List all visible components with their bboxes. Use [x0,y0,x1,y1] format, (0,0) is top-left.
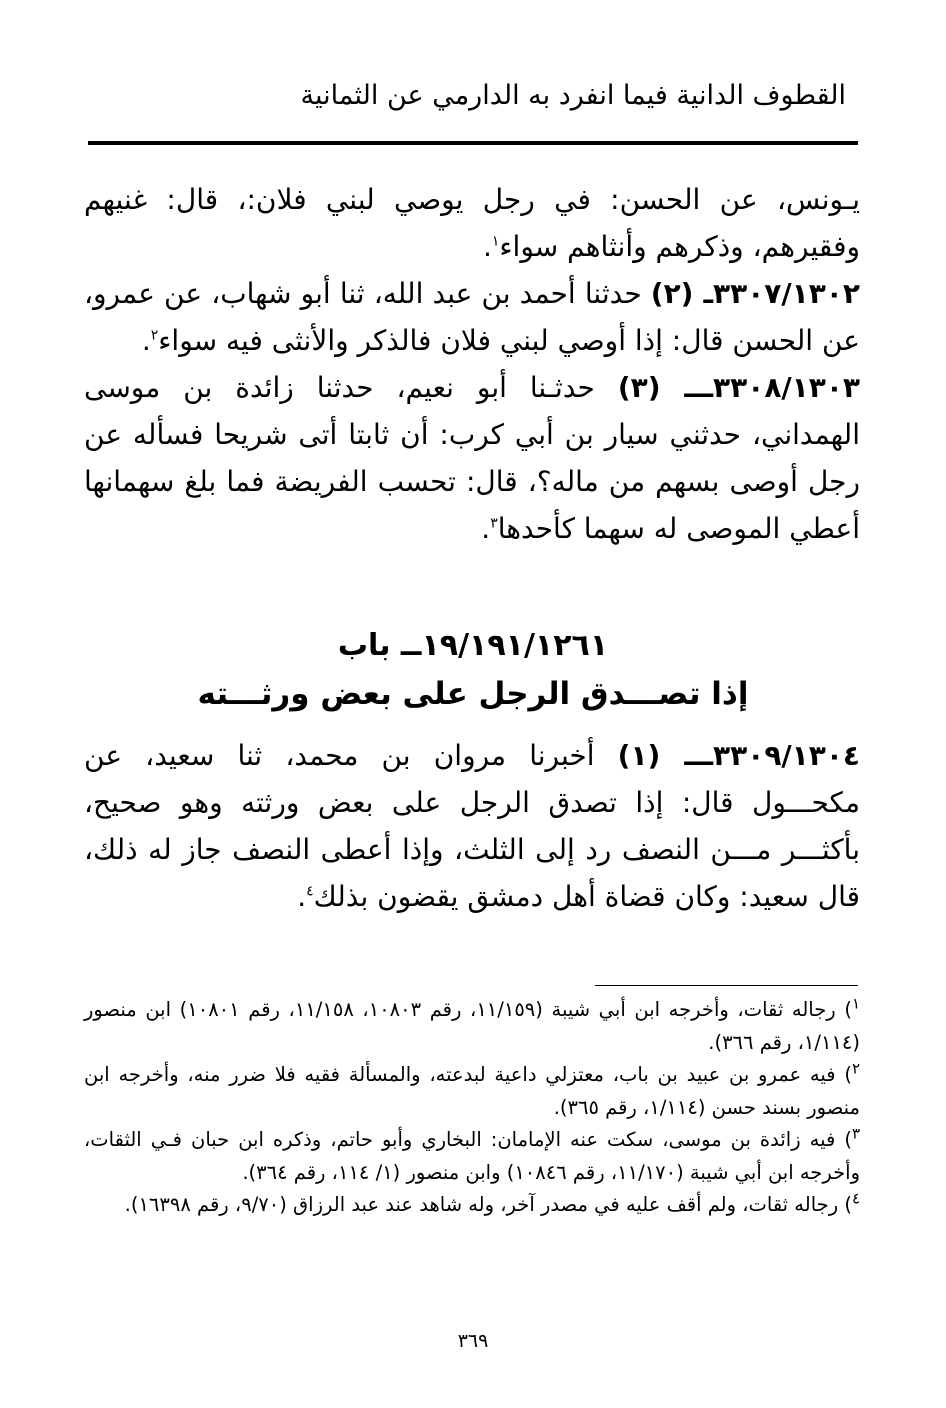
page-number: ٣٦٩ [457,1330,489,1352]
footnote-text: ) فيه زائدة بن موسى، سكت عنه الإمامان: البخاري وأبو حاتم، وذكره ابن حبان فـي الثقات، وأخرجه ابن أبي شيبة (١١/١٧٠، رقم ١٠٨٤٦) وابن منصور (١/ ١١٤، رقم ٣٦٤). [84,1128,860,1184]
footnote-4 [84,1189,860,1222]
footnotes [84,994,860,1222]
footnote-separator [595,985,858,986]
footnote-ref[interactable]: ١ [491,233,500,250]
hadith-end: . [481,512,491,545]
hadith-3307 [84,270,860,364]
hadith-3309 [84,732,860,920]
hadith-text: حدثـنا أبو نعيم، حدثنا زائدة بن موسى الهمداني، حدثني سيار بن أبي كرب: أن ثابتا أتى شريحا فسأله عن رجل أوصى بسهم من ماله؟، قال: تحسب الفريضة فما بلغ سهمانها أعطي الموصى له سهما كأحدها [84,371,860,545]
footnote-mark: ١ [851,994,860,1013]
footnote-mark: ٣ [851,1124,860,1143]
hadith-end: . [297,880,307,913]
hadith-text: أخبرنا مروان بن محمد، ثنا سعيد، عن مكحـــول قال: إذا تصدق الرجل على بعض ورثته وهو صحيح، بأكثـــر مـــن النصف رد إلى الثلث، وإذا أعطى النصف جاز له ذلك، قال سعيد: وكان قضاة أهل دمشق يقضون بذلك [84,739,860,913]
running-head: القطوف الدانية فيما انفرد به الدارمي عن الثمانية [300,80,846,111]
footnote-ref[interactable]: ٢ [150,327,159,344]
footnote-1 [84,994,860,1059]
footnote-3 [84,1124,860,1189]
hadith-number: ٣٣٠٧/١٣٠٢ـ (٢) [650,277,860,310]
footnote-text: ) رجاله ثقات، ولم أقف عليه في مصدر آخر، وله شاهد عند عبد الرزاق (٩/٧٠، رقم ١٦٣٩٨). [124,1193,852,1216]
chapter-number: ١٩/١٩١/١٢٦١ــ باب [337,628,609,663]
chapter-heading [88,622,858,718]
footnote-mark: ٢ [851,1059,860,1078]
hadith-continuation [84,176,860,270]
footnote-ref[interactable]: ٣ [490,515,498,532]
hadith-end: . [141,324,151,357]
footnote-2 [84,1059,860,1124]
footnote-text: ) فيه عمرو بن عبيد بن باب، معتزلي داعية لبدعته، والمسألة فقيه فلا ضرر منه، وأخرجه ابن منصور بسند حسن (١/١١٤، رقم ٣٦٥). [84,1063,860,1119]
hadith-number: ٣٣٠٨/١٣٠٣ـــ (٣) [617,371,860,404]
hadith-end: . [482,230,492,263]
hadith-text: يـونس، عن الحسن: في رجل يوصي لبني فلان:، قال: غنيهم وفقيرهم، وذكرهم وأنثاهم سواء [84,183,860,263]
footnote-mark: ٤ [851,1189,860,1208]
footnote-ref[interactable]: ٤ [306,883,314,900]
hadith-text: حدثنا أحمد بن عبد الله، ثنا أبو شهاب، عن عمرو، عن الحسن قال: إذا أوصي لبني فلان فالذكر والأنثى فيه سواء [84,277,860,357]
body-text-top [84,176,860,552]
header-rule [88,141,858,145]
hadith-number: ٣٣٠٩/١٣٠٤ـــ (١) [617,739,860,772]
hadith-3308 [84,364,860,552]
chapter-title: إذا تصـــدق الرجل على بعض ورثـــته [197,676,749,712]
footnote-text: ) رجاله ثقات، وأخرجه ابن أبي شيبة (١١/١٥٩، رقم ١٠٨٠٣، ١١/١٥٨، رقم ١٠٨٠١) ابن منصور (١/١١٤، رقم ٣٦٦). [84,998,860,1054]
body-text-bottom [84,732,860,920]
